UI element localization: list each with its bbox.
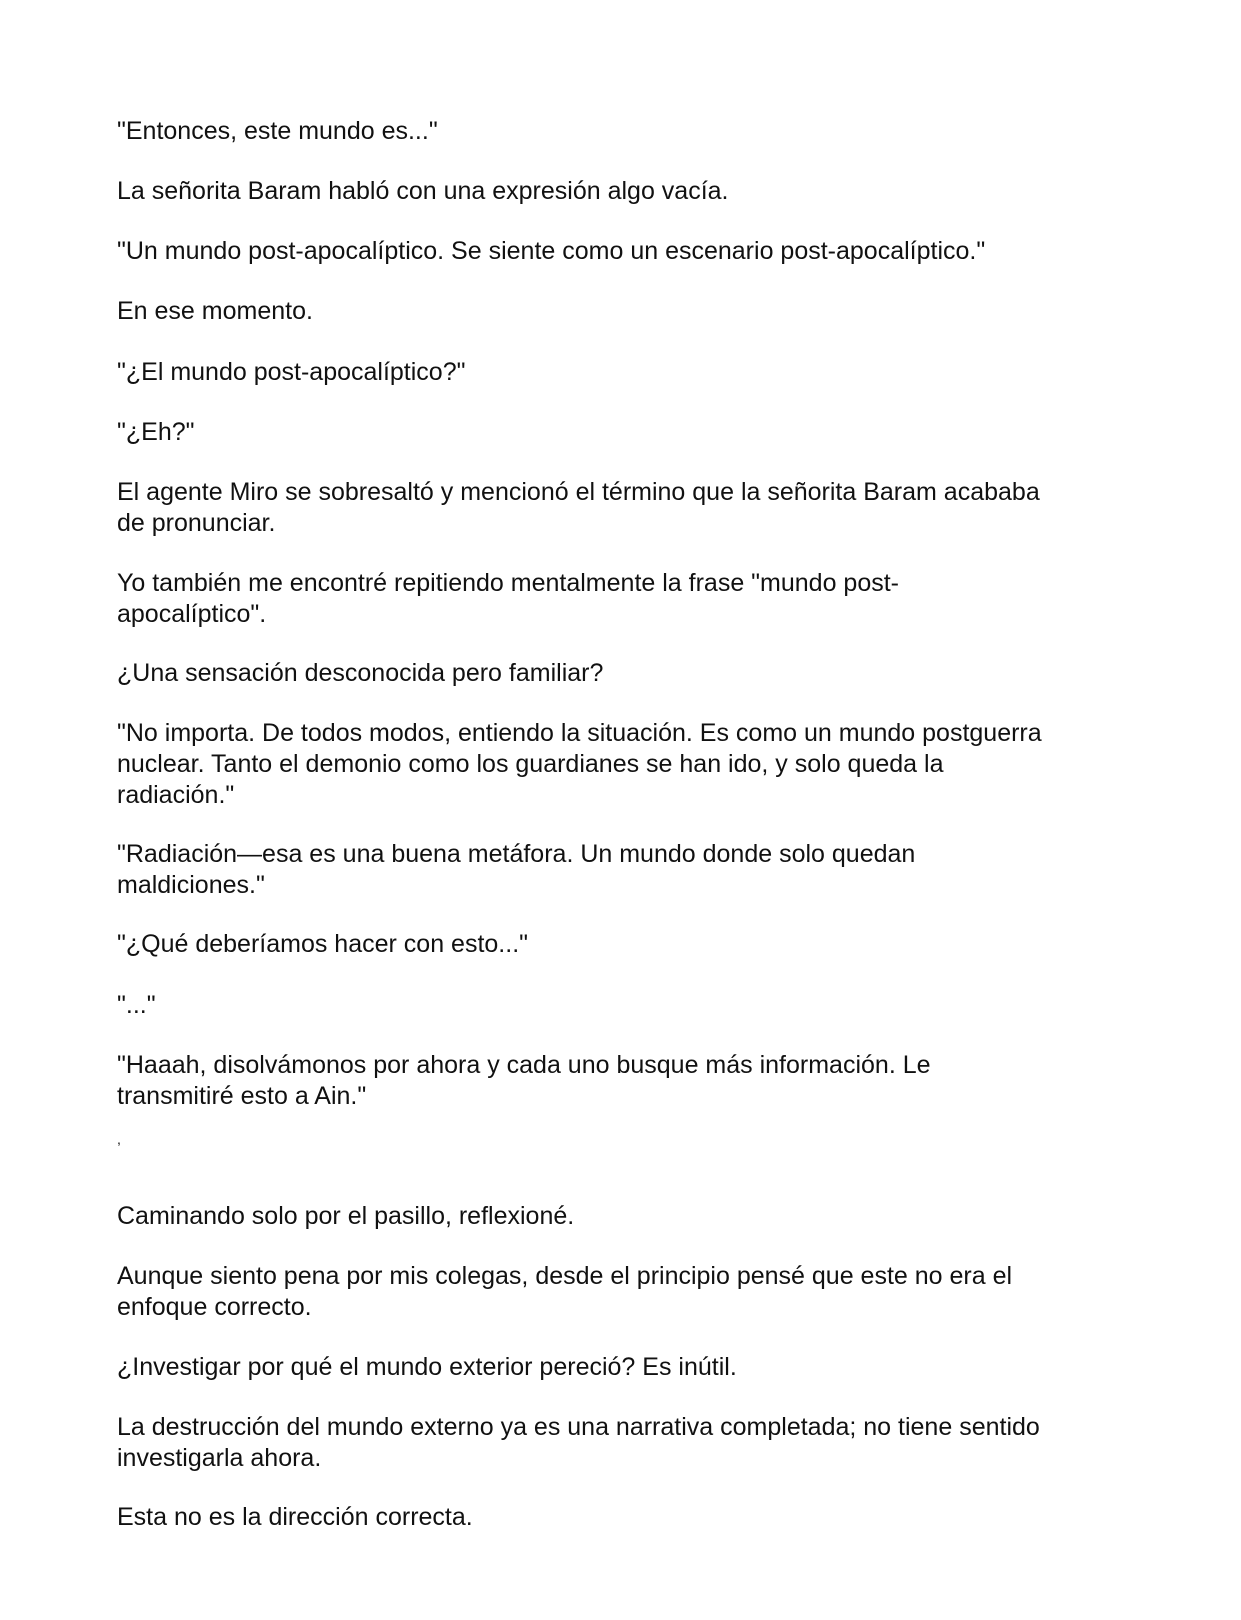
paragraph: [117, 658, 1127, 689]
text-line: "¿Qué deberíamos hacer con esto...": [117, 930, 529, 958]
text-line: "Entonces, este mundo es...": [117, 117, 438, 145]
text-line: La señorita Baram habló con una expresión algo vacía.: [117, 177, 729, 205]
text-line: apocalíptico".: [117, 600, 267, 628]
text-line: ,: [117, 1131, 121, 1147]
text-line: "Un mundo post-apocalíptico. Se siente como un escenario post-apocalíptico.": [117, 237, 986, 265]
paragraph: [117, 1412, 1127, 1474]
paragraph: [117, 296, 1127, 327]
paragraph: [117, 1130, 1127, 1148]
text-line: radiación.": [117, 781, 235, 809]
text-line: La destrucción del mundo externo ya es una narrativa completada; no tiene sentido: [117, 1413, 1040, 1441]
paragraph: [117, 568, 1127, 630]
text-line: ¿Investigar por qué el mundo exterior pereció? Es inútil.: [117, 1353, 737, 1381]
text-line: "No importa. De todos modos, entiendo la situación. Es como un mundo postguerra: [117, 719, 1042, 747]
text-line: transmitiré esto a Ain.": [117, 1082, 367, 1110]
paragraph: [117, 357, 1127, 388]
text-line: En ese momento.: [117, 297, 313, 325]
paragraph: [117, 417, 1127, 448]
text-line: Caminando solo por el pasillo, reflexioné.: [117, 1202, 575, 1230]
text-line: "¿El mundo post-apocalíptico?": [117, 358, 466, 386]
paragraph: [117, 236, 1127, 267]
paragraph: [117, 477, 1127, 539]
text-line: "¿Eh?": [117, 418, 195, 446]
text-line: "...": [117, 991, 156, 1019]
paragraph: [117, 718, 1127, 811]
text-line: Aunque siento pena por mis colegas, desde el principio pensé que este no era el: [117, 1262, 1013, 1290]
text-line: "Haaah, disolvámonos por ahora y cada uno busque más información. Le: [117, 1051, 931, 1079]
paragraph: [117, 116, 1127, 147]
text-line: Esta no es la dirección correcta.: [117, 1503, 473, 1531]
text-line: "Radiación—esa es una buena metáfora. Un mundo donde solo quedan: [117, 840, 916, 868]
paragraph: [117, 1352, 1127, 1383]
paragraph: [117, 1502, 1127, 1533]
paragraph: [117, 929, 1127, 960]
text-line: Yo también me encontré repitiendo mentalmente la frase "mundo post-: [117, 569, 900, 597]
text-line: enfoque correcto.: [117, 1293, 312, 1321]
paragraph: [117, 1201, 1127, 1232]
paragraph: [117, 1050, 1127, 1112]
text-line: nuclear. Tanto el demonio como los guardianes se han ido, y solo queda la: [117, 750, 944, 778]
text-line: investigarla ahora.: [117, 1444, 322, 1472]
paragraph: [117, 176, 1127, 207]
text-line: El agente Miro se sobresaltó y mencionó el término que la señorita Baram acababa: [117, 478, 1040, 506]
text-line: de pronunciar.: [117, 509, 276, 537]
paragraph: [117, 1261, 1127, 1323]
paragraph: [117, 990, 1127, 1021]
text-line: maldiciones.": [117, 871, 265, 899]
paragraph: [117, 839, 1127, 901]
text-line: ¿Una sensación desconocida pero familiar?: [117, 659, 604, 687]
